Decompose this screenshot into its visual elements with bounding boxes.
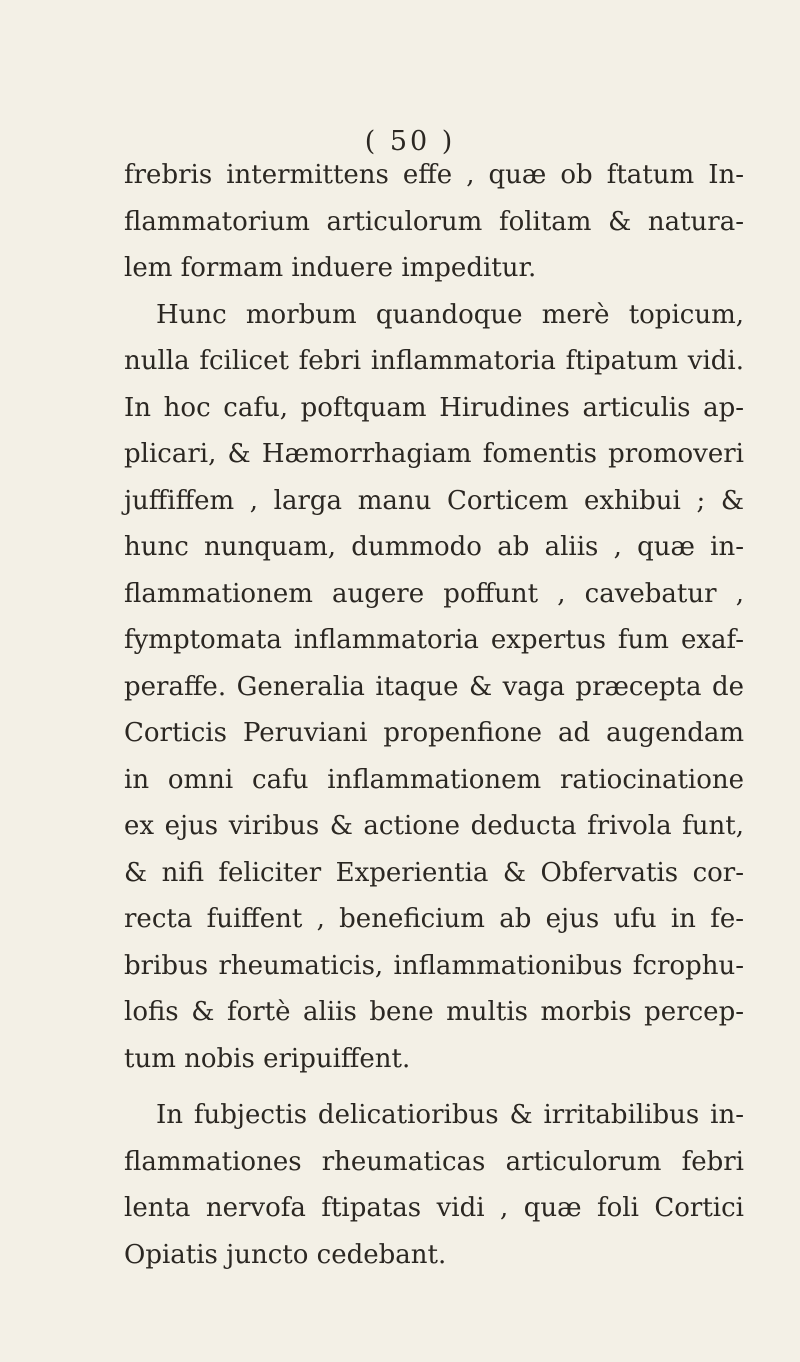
- text-line: hunc nunquam, dummodo ab aliis , quæ in-: [124, 532, 744, 562]
- text-line: lenta nervofa ftipatas vidi , quæ foli Cortici: [124, 1193, 744, 1223]
- text-line: In fubjectis delicatioribus & irritabilibus in-: [156, 1100, 744, 1130]
- page-number: ( 50 ): [364, 126, 456, 157]
- paragraph-3: [124, 1092, 744, 1278]
- paragraph-2: [124, 292, 744, 1083]
- text-line: frebris intermittens effe , quæ ob ftatum In-: [124, 160, 744, 190]
- text-line: peraffe. Generalia itaque & vaga præcepta de: [124, 671, 744, 702]
- text-line: flammatorium articulorum folitam & natura-: [124, 206, 744, 237]
- text-line: Hunc morbum quandoque merè topicum,: [156, 299, 744, 330]
- text-line: Corticis Peruviani propenfione ad augendam: [124, 718, 744, 748]
- body-text: [124, 152, 744, 1278]
- text-line: tum nobis eripuiffent.: [124, 1043, 411, 1074]
- text-line: lofis & fortè aliis bene multis morbis percep-: [124, 997, 744, 1027]
- text-line: lem formam induere impeditur.: [124, 253, 537, 283]
- text-line: bribus rheumaticis, inflammationibus fcrophu-: [124, 950, 744, 981]
- paragraph-1: [124, 152, 744, 292]
- text-line: fymptomata inflammatoria expertus fum exaf-: [124, 625, 744, 655]
- text-line: In hoc cafu, poftquam Hirudines articulis ap-: [124, 392, 744, 423]
- text-line: Opiatis juncto cedebant.: [124, 1239, 447, 1270]
- text-line: nulla fcilicet febri inflammatoria ftipatum vidi.: [124, 346, 744, 376]
- text-line: in omni cafu inflammationem ratiocinatione: [124, 764, 744, 795]
- paragraph-spacer: [124, 1082, 744, 1092]
- text-line: plicari, & Hæmorrhagiam fomentis promoveri: [124, 439, 744, 469]
- text-line: flammationem augere poffunt , cavebatur ,: [124, 578, 744, 609]
- text-line: & nifi feliciter Experientia & Obfervatis cor-: [124, 857, 744, 888]
- text-line: flammationes rheumaticas articulorum febri: [124, 1146, 744, 1177]
- text-line: recta fuiffent , beneficium ab ejus ufu in fe-: [124, 904, 744, 934]
- text-line: juffiffem , larga manu Corticem exhibui ; &: [124, 485, 744, 516]
- text-line: ex ejus viribus & actione deducta frivola funt,: [124, 811, 744, 841]
